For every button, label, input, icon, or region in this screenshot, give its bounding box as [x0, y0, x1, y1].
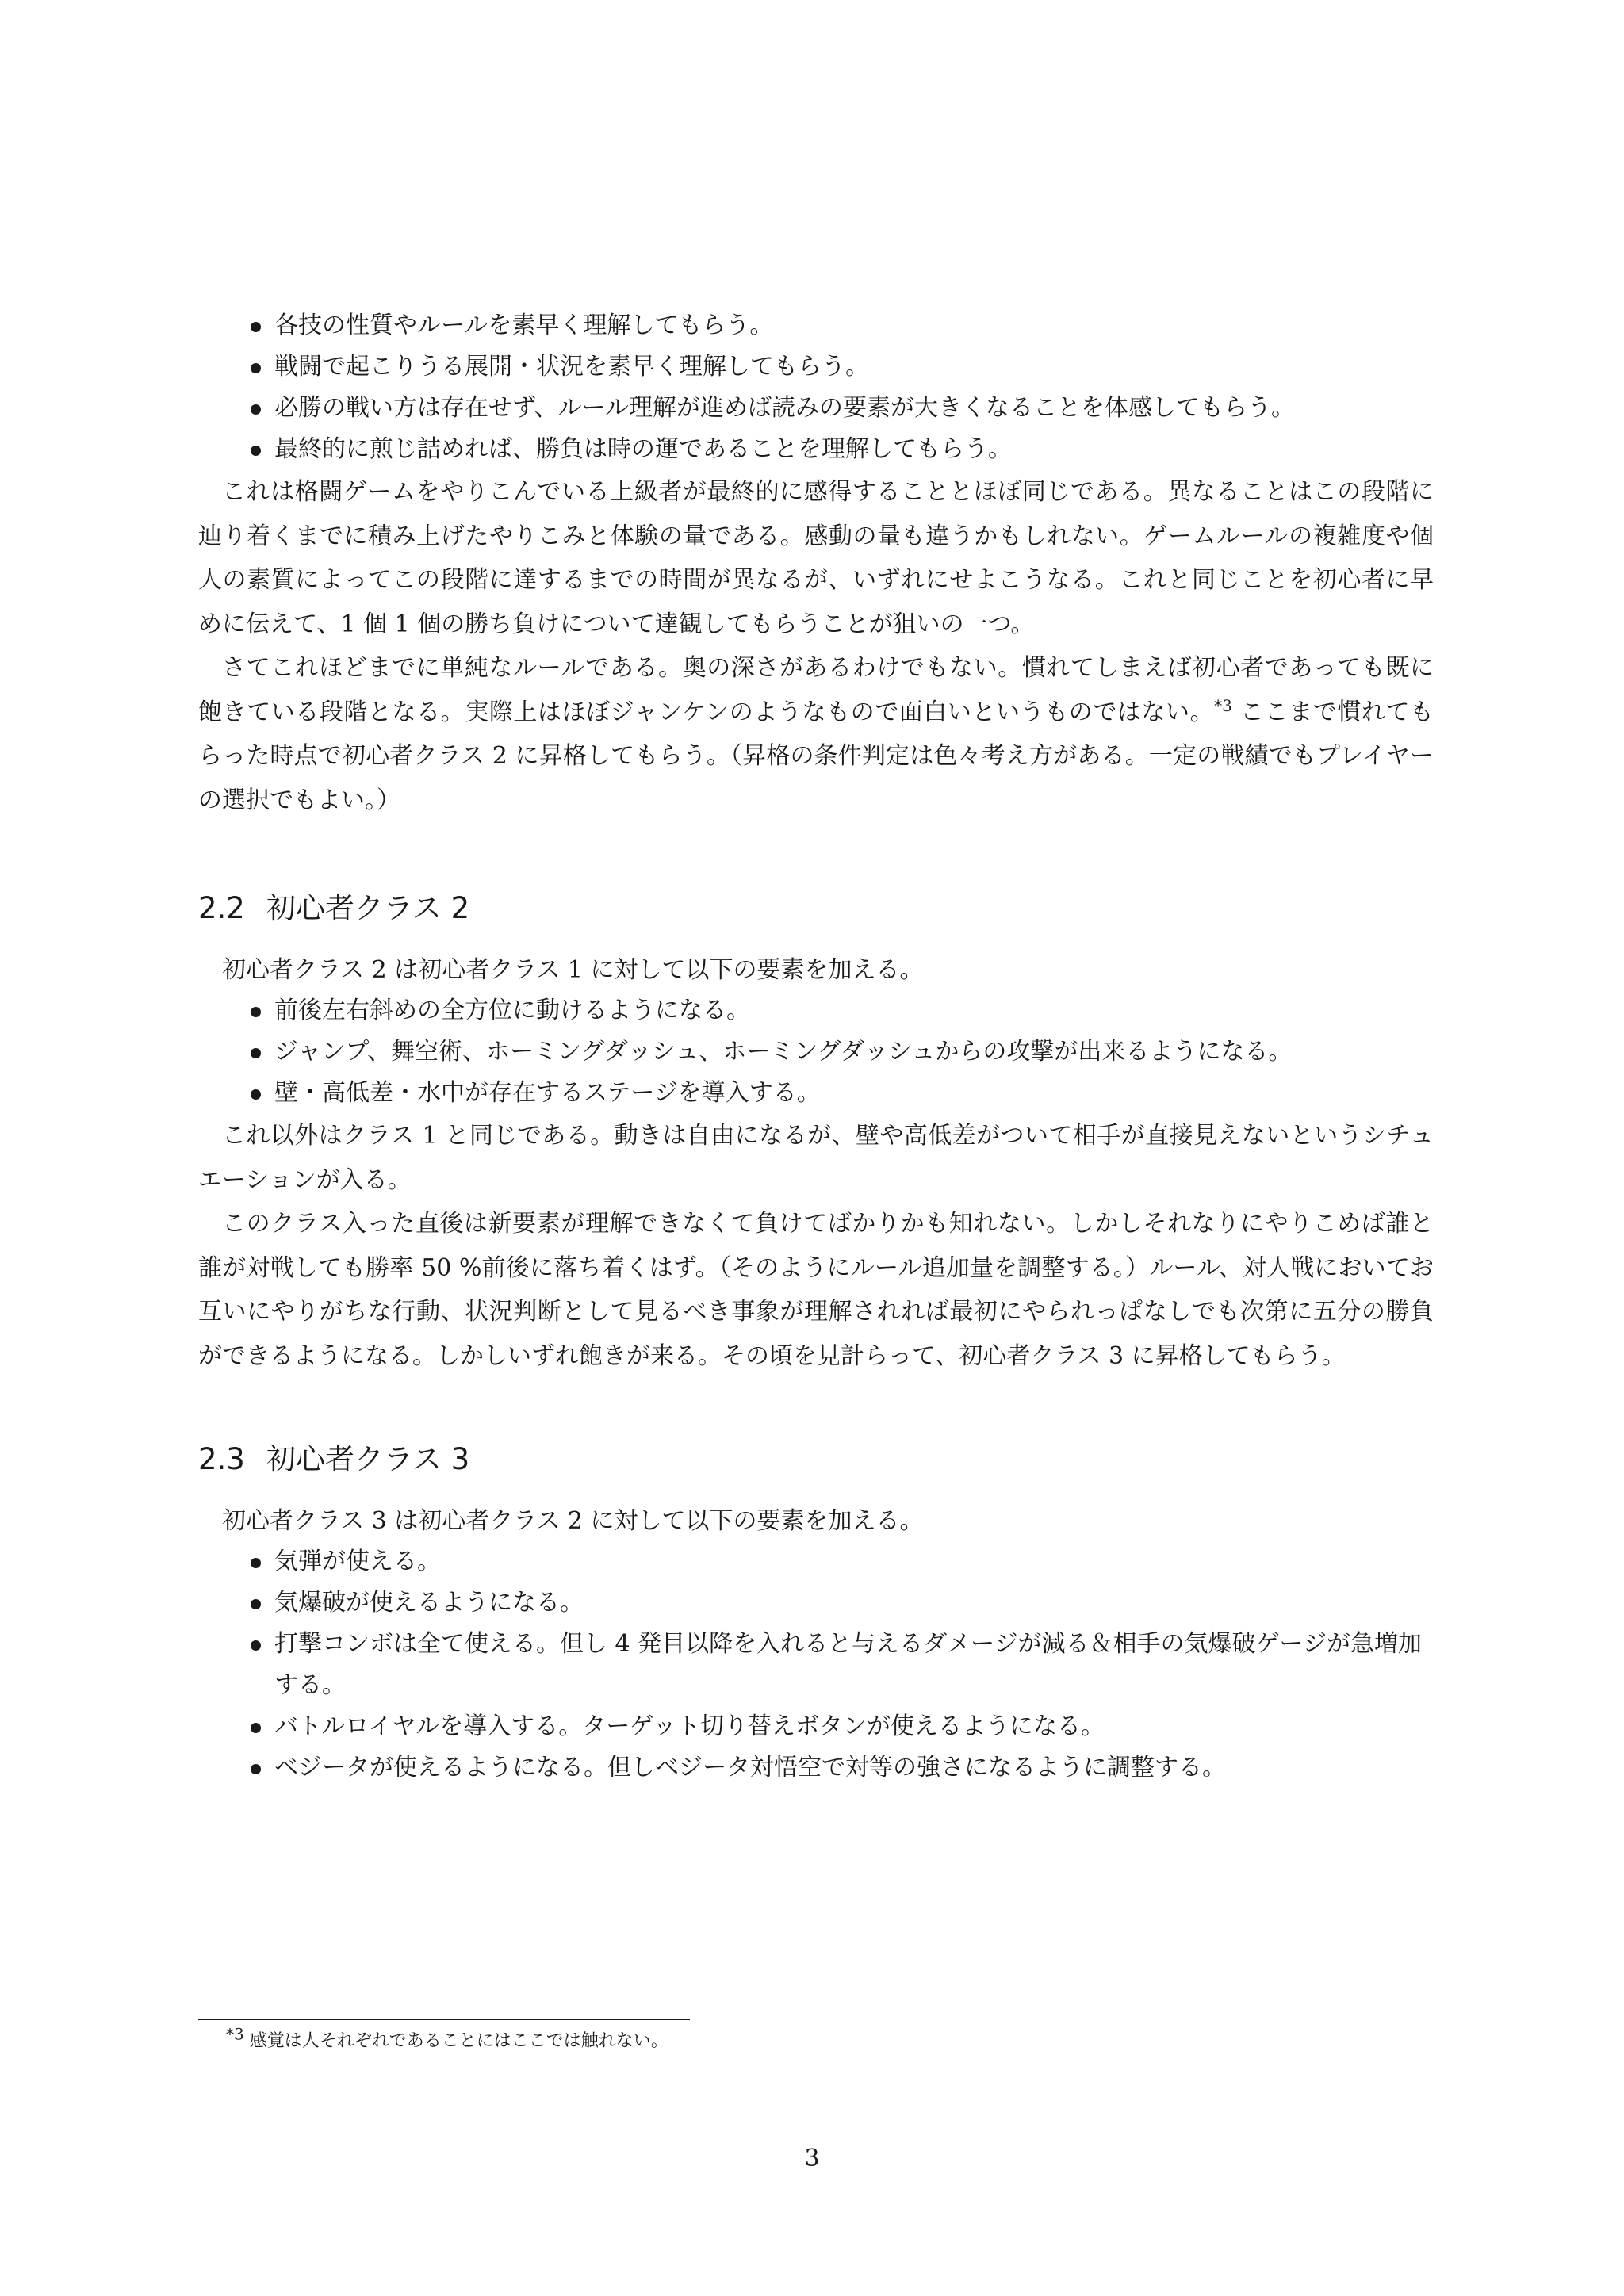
section-heading — [198, 889, 1434, 928]
paragraph-text: さてこれほどまでに単純なルールである。奥の深さがあるわけでもない。慣れてしまえば初心者であっても既に飽きている段階となる。実際上はほぼジャンケンのようなもので面白いというものではない。 — [198, 654, 1434, 726]
footnote-divider — [198, 2019, 690, 2020]
footnote-marker[interactable]: *3 — [1214, 695, 1232, 715]
list-item: 各技の性質やルールを素早く理解してもらう。 — [274, 305, 1434, 346]
paragraph: このクラス入った直後は新要素が理解できなくて負けてばかりかも知れない。しかしそれなりにやりこめば誰と誰が対戦しても勝率 50 %前後に落ち着くはず。（そのようにルール追加量を調整する。）ルール、対人戦においてお互いにやりがちな行動、状況判断として見るべき事象が理解されれば最初にやられっぱなしでも次第に五分の勝負ができるようになる。しかしいずれ飽きが来る。その頃を見計らって、初心者クラス 3 に昇格してもらう。 — [198, 1210, 1434, 1370]
paragraph — [198, 646, 1434, 822]
section-title: 初心者クラス 3 — [266, 1442, 470, 1476]
class2-bullet-list — [198, 990, 1434, 1114]
list-item: ベジータが使えるようになる。但しベジータ対悟空で対等の強さになるように調整する。 — [274, 1747, 1434, 1789]
goals-bullet-list — [198, 305, 1434, 470]
footnote-text: 感覚は人それぞれであることにはここでは触れない。 — [249, 2031, 668, 2051]
footnote — [226, 2024, 668, 2054]
page-number: 3 — [804, 2145, 820, 2172]
section-intro: 初心者クラス 2 は初心者クラス 1 に対して以下の要素を加える。 — [222, 956, 924, 984]
paragraph: これは格闘ゲームをやりこんでいる上級者が最終的に感得することとほぼ同じである。異なることはこの段階に辿り着くまでに積み上げたやりこみと体験の量である。感動の量も違うかもしれない。ゲームルールの複雑度や個人の素質によってこの段階に達するまでの時間が異なるが、いずれにせよこうなる。これと同じことを初心者に早めに伝えて、1 個 1 個の勝ち負けについて達観してもらうことが狙いの一つ。 — [198, 478, 1434, 638]
footnote-mark: *3 — [226, 2024, 244, 2044]
class3-bullet-list — [198, 1541, 1434, 1789]
paragraph-text: ここまで慣れてもらった時点で初心者クラス 2 に昇格してもらう。（昇格の条件判定は色々考え方がある。一定の戦績でもプレイヤーの選択でもよい。） — [198, 698, 1434, 814]
list-item: 前後左右斜めの全方位に動けるようになる。 — [274, 990, 1434, 1031]
list-item: 気爆破が使えるようになる。 — [274, 1582, 1434, 1624]
section-number: 2.2 — [198, 891, 245, 925]
paragraph: これ以外はクラス 1 と同じである。動きは自由になるが、壁や高低差がついて相手が直接見えないというシチュエーションが入る。 — [198, 1122, 1434, 1194]
list-item: バトルロイヤルを導入する。ターゲット切り替えボタンが使えるようになる。 — [274, 1706, 1434, 1747]
list-item: 壁・高低差・水中が存在するステージを導入する。 — [274, 1073, 1434, 1114]
section-number: 2.3 — [198, 1442, 245, 1476]
list-item: 戦闘で起こりうる展開・状況を素早く理解してもらう。 — [274, 346, 1434, 388]
section-title: 初心者クラス 2 — [266, 891, 470, 925]
section-intro: 初心者クラス 3 は初心者クラス 2 に対して以下の要素を加える。 — [222, 1507, 924, 1535]
list-item: 気弾が使える。 — [274, 1541, 1434, 1582]
list-item: 最終的に煎じ詰めれば、勝負は時の運であることを理解してもらう。 — [274, 429, 1434, 470]
section-heading — [198, 1440, 1434, 1479]
list-item: 必勝の戦い方は存在せず、ルール理解が進めば読みの要素が大きくなることを体感してもらう。 — [274, 388, 1434, 429]
list-item: 打撃コンボは全て使える。但し 4 発目以降を入れると与えるダメージが減る＆相手の気爆破ゲージが急増加する。 — [274, 1624, 1434, 1706]
list-item: ジャンプ、舞空術、ホーミングダッシュ、ホーミングダッシュからの攻撃が出来るようになる。 — [274, 1031, 1434, 1073]
